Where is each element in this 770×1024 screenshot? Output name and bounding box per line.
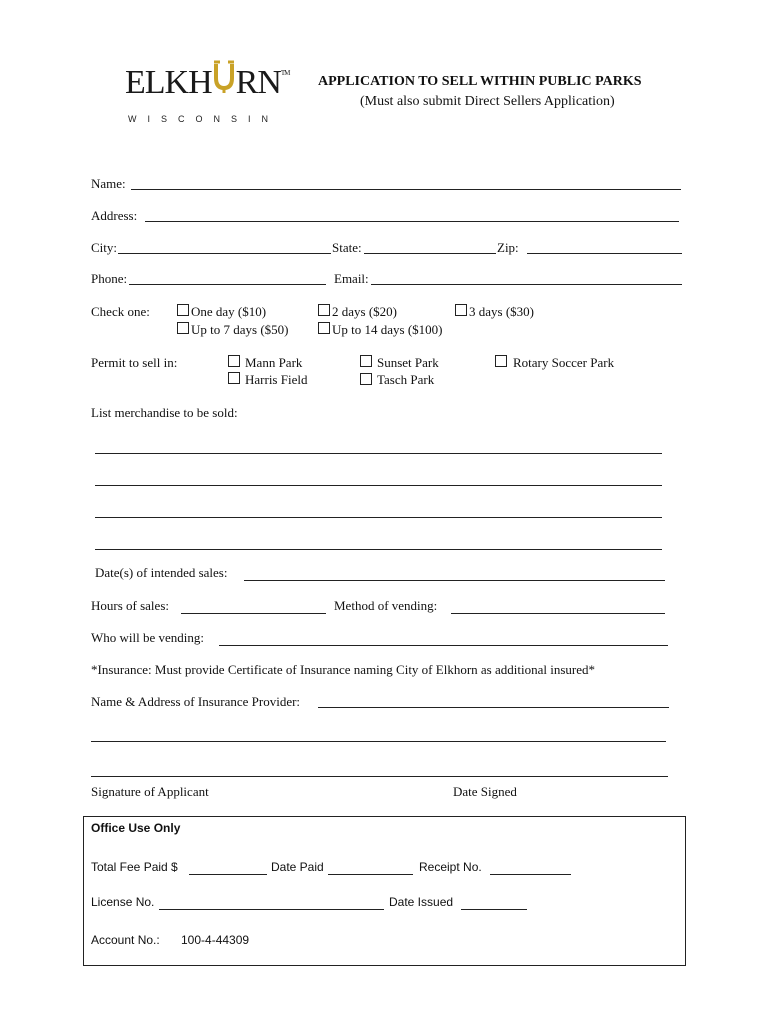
insurance-note: *Insurance: Must provide Certificate of Insurance naming City of Elkhorn as additional insured* xyxy=(91,662,595,677)
address-field[interactable] xyxy=(145,221,679,222)
checkbox-rotary-soccer-park[interactable] xyxy=(495,355,507,367)
logo-tm: TM xyxy=(280,69,290,77)
date-issued-label: Date Issued xyxy=(389,895,454,909)
total-fee-label: Total Fee Paid $ xyxy=(91,860,178,874)
receipt-label: Receipt No. xyxy=(419,860,482,874)
option-harris-field: Harris Field xyxy=(245,372,308,387)
email-label: Email: xyxy=(334,271,369,286)
office-use-title: Office Use Only xyxy=(91,821,181,835)
logo-horn-icon xyxy=(212,66,236,96)
logo-text-right: RN xyxy=(235,64,281,101)
option-rotary-soccer-park: Rotary Soccer Park xyxy=(513,355,615,370)
checkbox-two-days[interactable] xyxy=(318,304,330,316)
date-paid-field[interactable] xyxy=(328,874,413,875)
option-fourteen-days: Up to 14 days ($100) xyxy=(332,322,443,337)
signature-label: Signature of Applicant xyxy=(91,784,209,799)
state-field[interactable] xyxy=(364,253,496,254)
merchandise-line-4[interactable] xyxy=(95,549,662,550)
checkbox-one-day[interactable] xyxy=(177,304,189,316)
merchandise-line-2[interactable] xyxy=(95,485,662,486)
checkbox-three-days[interactable] xyxy=(455,304,467,316)
checkbox-fourteen-days[interactable] xyxy=(318,322,330,334)
license-field[interactable] xyxy=(159,909,384,910)
insurance-provider-field[interactable] xyxy=(318,707,669,708)
method-field[interactable] xyxy=(451,613,665,614)
who-field[interactable] xyxy=(219,645,668,646)
logo-subtitle: WISCONSIN xyxy=(128,114,280,124)
receipt-field[interactable] xyxy=(490,874,571,875)
date-paid-label: Date Paid xyxy=(271,860,324,874)
city-field[interactable] xyxy=(118,253,331,254)
option-two-days: 2 days ($20) xyxy=(332,304,397,319)
option-mann-park: Mann Park xyxy=(245,355,303,370)
logo-text-left: ELKH xyxy=(125,64,212,101)
hours-field[interactable] xyxy=(181,613,326,614)
zip-field[interactable] xyxy=(527,253,682,254)
account-label: Account No.: xyxy=(91,933,160,947)
insurance-provider-line-2[interactable] xyxy=(91,741,666,742)
hours-label: Hours of sales: xyxy=(91,598,169,613)
permit-label: Permit to sell in: xyxy=(91,355,178,370)
phone-field[interactable] xyxy=(129,284,326,285)
merchandise-line-1[interactable] xyxy=(95,453,662,454)
merchandise-label: List merchandise to be sold: xyxy=(91,405,238,420)
state-label: State: xyxy=(332,240,362,255)
page-subtitle: (Must also submit Direct Sellers Application) xyxy=(360,94,615,109)
total-fee-field[interactable] xyxy=(189,874,267,875)
zip-label: Zip: xyxy=(497,240,519,255)
dates-label: Date(s) of intended sales: xyxy=(95,565,228,580)
city-label: City: xyxy=(91,240,118,255)
license-label: License No. xyxy=(91,895,155,909)
insurance-provider-label: Name & Address of Insurance Provider: xyxy=(91,694,301,709)
address-label: Address: xyxy=(91,208,138,223)
option-seven-days: Up to 7 days ($50) xyxy=(191,322,289,337)
date-signed-label: Date Signed xyxy=(453,784,517,799)
checkbox-tasch-park[interactable] xyxy=(360,373,372,385)
option-tasch-park: Tasch Park xyxy=(377,372,435,387)
checkbox-sunset-park[interactable] xyxy=(360,355,372,367)
merchandise-line-3[interactable] xyxy=(95,517,662,518)
signature-line[interactable] xyxy=(91,776,668,777)
name-label: Name: xyxy=(91,176,126,191)
phone-label: Phone: xyxy=(91,271,128,286)
check-one-label: Check one: xyxy=(91,304,150,319)
checkbox-harris-field[interactable] xyxy=(228,372,240,384)
account-value: 100-4-44309 xyxy=(181,933,250,947)
checkbox-mann-park[interactable] xyxy=(228,355,240,367)
checkbox-seven-days[interactable] xyxy=(177,322,189,334)
office-use-box xyxy=(83,816,686,966)
method-label: Method of vending: xyxy=(334,598,438,613)
option-sunset-park: Sunset Park xyxy=(377,355,439,370)
date-issued-field[interactable] xyxy=(461,909,527,910)
name-field[interactable] xyxy=(131,189,681,190)
dates-field[interactable] xyxy=(244,580,665,581)
option-one-day: One day ($10) xyxy=(191,304,267,319)
who-label: Who will be vending: xyxy=(91,630,205,645)
option-three-days: 3 days ($30) xyxy=(469,304,534,319)
page-title: APPLICATION TO SELL WITHIN PUBLIC PARKS xyxy=(318,74,642,89)
email-field[interactable] xyxy=(371,284,682,285)
